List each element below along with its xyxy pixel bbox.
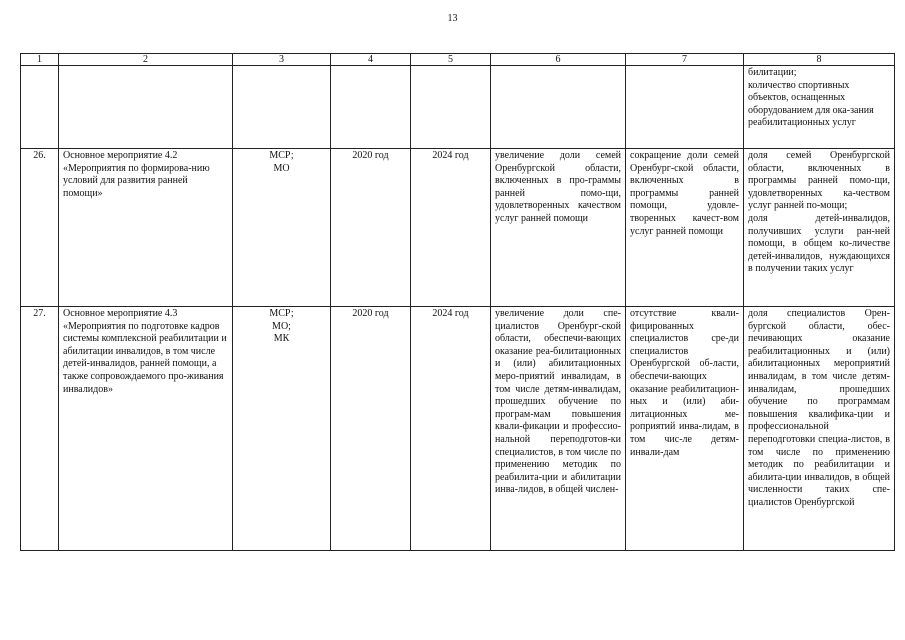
header-cell: 5 <box>411 54 491 66</box>
header-row <box>21 54 895 66</box>
measure-name-cell: Основное мероприятие 4.2 «Мероприятия по формирова-нию условий для развития ранней помощи» <box>59 149 233 307</box>
header-cell: 4 <box>331 54 411 66</box>
end-year-cell: 2024 год <box>411 307 491 551</box>
expected-result-cell: увеличение доли семей Оренбургской области, включенных в про-граммы ранней помо-щи, удовлетворенных качеством услуг ранней помощи <box>491 149 626 307</box>
indicators-cell: доля специалистов Орен-бургской области, обес-печивающих оказание реабилитационных и (или) абилитационных мероприятий инвалидам, в том числе детям-инвалидам, прошедших обучение по программам повышения квалифика-ции и профессиональной переподготовки специа-листов, в том числе по применению методик по реабилитации и абилита-ции инвалидов, в общей численности таких спе-циалистов Оренбургской <box>744 307 895 551</box>
expected-result-cell: увеличение доли спе-циалистов Оренбург-ской области, обеспечи-вающих оказание реа-билитационных и (или) абилитационных меро-приятий инвалидам, в том числе детям-инвалидам, прошедших обучение по програм-мам повышения квали-фикации и профессио-нальной переподготов-ки специалистов, в том числе по применению методик по реабилита-ции и абилитации инва-лидов, в общей числен- <box>491 307 626 551</box>
end-year-cell: 2024 год <box>411 149 491 307</box>
row-number: 27. <box>21 307 59 551</box>
header-cell: 6 <box>491 54 626 66</box>
header-cell: 7 <box>626 54 744 66</box>
consequences-cell: отсутствие квали-фицированных специалистов сре-ди специалистов Оренбургской об-ласти, обеспечи-вающих оказание реабилитацион-ных и (или) аби-литационных ме-роприятий инва-лидам, в том чис-ле детям-инвали-дам <box>626 307 744 551</box>
measure-name-cell: Основное мероприятие 4.3 «Мероприятия по подготовке кадров системы комплексной реабилитации и абилитации инвалидов, в том числе детей-инвалидов, ранней помощи, а также сопровождаемого про-живания инвалидов» <box>59 307 233 551</box>
table-row <box>21 307 895 551</box>
row-number: 26. <box>21 149 59 307</box>
indicators-cell: билитации; количество спортивных объектов, оснащенных оборудованием для ока-зания реабилитационных услуг <box>744 66 895 149</box>
header-cell: 8 <box>744 54 895 66</box>
indicators-cell: доля семей Оренбургской области, включенных в программы ранней помо-щи, удовлетворенных ка-чеством услуг ранней по-мощи; доля детей-инвалидов, получивших услуги ран-ней помощи, в общем ко-личестве детей-инвалидов, нуждающихся в получении таких услуг <box>744 149 895 307</box>
measures-table <box>20 53 895 551</box>
consequences-cell: сокращение доли семей Оренбург-ской области, включенных в программы ранней помощи, удовле-творенных качест-вом услуг ранней помощи <box>626 149 744 307</box>
start-year-cell: 2020 год <box>331 307 411 551</box>
continuation-row <box>21 66 895 149</box>
executor-cell: МСР; МО; МК <box>233 307 331 551</box>
header-cell: 3 <box>233 54 331 66</box>
executor-cell: МСР; МО <box>233 149 331 307</box>
page-number: 13 <box>447 13 458 24</box>
table-row <box>21 149 895 307</box>
header-cell: 1 <box>21 54 59 66</box>
header-cell: 2 <box>59 54 233 66</box>
start-year-cell: 2020 год <box>331 149 411 307</box>
